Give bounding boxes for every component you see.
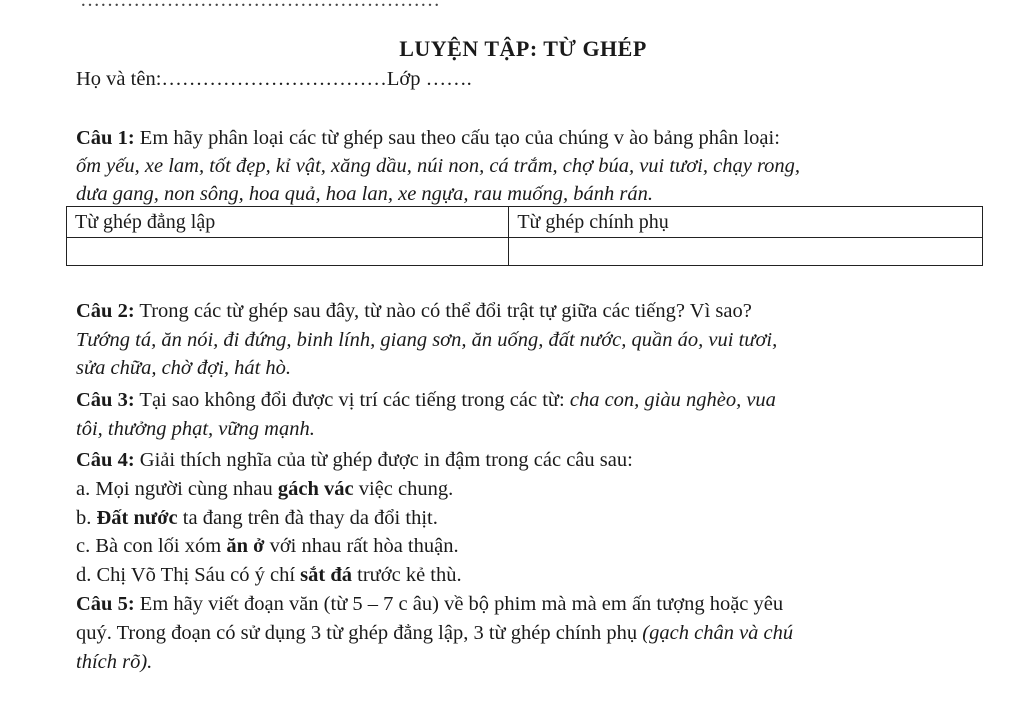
q4-item-c-pre: c. Bà con lối xóm: [76, 535, 227, 557]
q2-words-line2: sửa chữa, chờ đợi, hát hò.: [76, 357, 292, 379]
q4-item-b-pre: b.: [76, 507, 97, 529]
q5-prompt: [76, 591, 783, 617]
table-cell-coordinate[interactable]: [67, 238, 509, 266]
q2-label: Câu 2:: [76, 300, 135, 322]
q1-words-line2: dưa gang, non sông, hoa quả, hoa lan, xe ngựa, rau muống, bánh rán.: [76, 183, 653, 205]
q4-item-a-bold: gách vác: [277, 478, 354, 500]
q3-words-line2: tôi, thưởng phạt, vững mạnh.: [76, 418, 315, 440]
q4-item-b-post: ta đang trên đà thay da đổi thịt.: [177, 507, 438, 529]
q4-item-a-pre: a. Mọi người cùng nhau: [76, 478, 278, 500]
q2-words-line1: Tướng tá, ăn nói, đi đứng, binh lính, giang sơn, ăn uống, đất nước, quần áo, vui tươi,: [76, 329, 778, 351]
q4-prompt: [76, 447, 633, 473]
q5-line2: [76, 620, 793, 646]
q1-text: Em hãy phân loại các từ ghép sau theo cấu tạo của chúng v ào bảng phân loại:: [134, 127, 780, 149]
table-header-subordinate: Từ ghép chính phụ: [509, 207, 983, 238]
q5-line3: thích rõ).: [76, 651, 153, 673]
cropped-top-line: ………………………………………………: [80, 0, 440, 11]
classification-table: [66, 206, 983, 266]
q5-line2-text: quý. Trong đoạn có sử dụng 3 từ ghép đẳng lập, 3 từ ghép chính phụ: [76, 622, 643, 644]
q4-item-a: [76, 476, 453, 502]
table-header-coordinate: Từ ghép đẳng lập: [67, 207, 509, 238]
q5-label: Câu 5:: [76, 593, 135, 615]
q4-item-d-pre: d. Chị Võ Thị Sáu có ý chí: [76, 564, 301, 586]
q5-text: Em hãy viết đoạn văn (từ 5 – 7 c âu) về bộ phim mà mà em ấn tượng hoặc yêu: [134, 593, 784, 615]
q4-label: Câu 4:: [76, 449, 135, 471]
q3-prompt: [76, 387, 776, 413]
q2-text: Trong các từ ghép sau đây, từ nào có thể đổi trật tự giữa các tiếng? Vì sao?: [134, 300, 752, 322]
q4-item-c-bold: ăn ở: [226, 535, 265, 557]
q4-item-d: [76, 562, 462, 588]
q4-text: Giải thích nghĩa của từ ghép được in đậm trong các câu sau:: [134, 449, 633, 471]
page-title: LUYỆN TẬP: TỪ GHÉP: [399, 36, 647, 61]
q4-item-c: [76, 533, 459, 559]
q4-item-c-post: với nhau rất hòa thuận.: [264, 535, 459, 557]
q4-item-a-post: việc chung.: [353, 478, 454, 500]
name-class-line: Họ và tên:……………………………Lớp …….: [76, 68, 472, 90]
q1-label: Câu 1:: [76, 127, 135, 149]
q3-words: cha con, giàu nghèo, vua: [569, 389, 776, 411]
q4-item-d-bold: sắt đá: [300, 564, 353, 586]
q1-words-line1: ốm yếu, xe lam, tốt đẹp, kỉ vật, xăng dầu, núi non, cá trắm, chợ búa, vui tươi, chạy rong,: [76, 155, 801, 177]
q4-item-b-bold: Đất nước: [96, 507, 178, 529]
q3-label: Câu 3:: [76, 389, 135, 411]
table-cell-subordinate[interactable]: [509, 238, 983, 266]
q1-prompt: [76, 125, 780, 151]
q4-item-b: [76, 505, 438, 531]
q2-prompt: [76, 298, 752, 324]
q3-text: Tại sao không đổi được vị trí các tiếng trong các từ:: [134, 389, 570, 411]
q4-item-d-post: trước kẻ thù.: [352, 564, 462, 586]
q5-line2-italic: (gạch chân và chú: [642, 622, 794, 644]
